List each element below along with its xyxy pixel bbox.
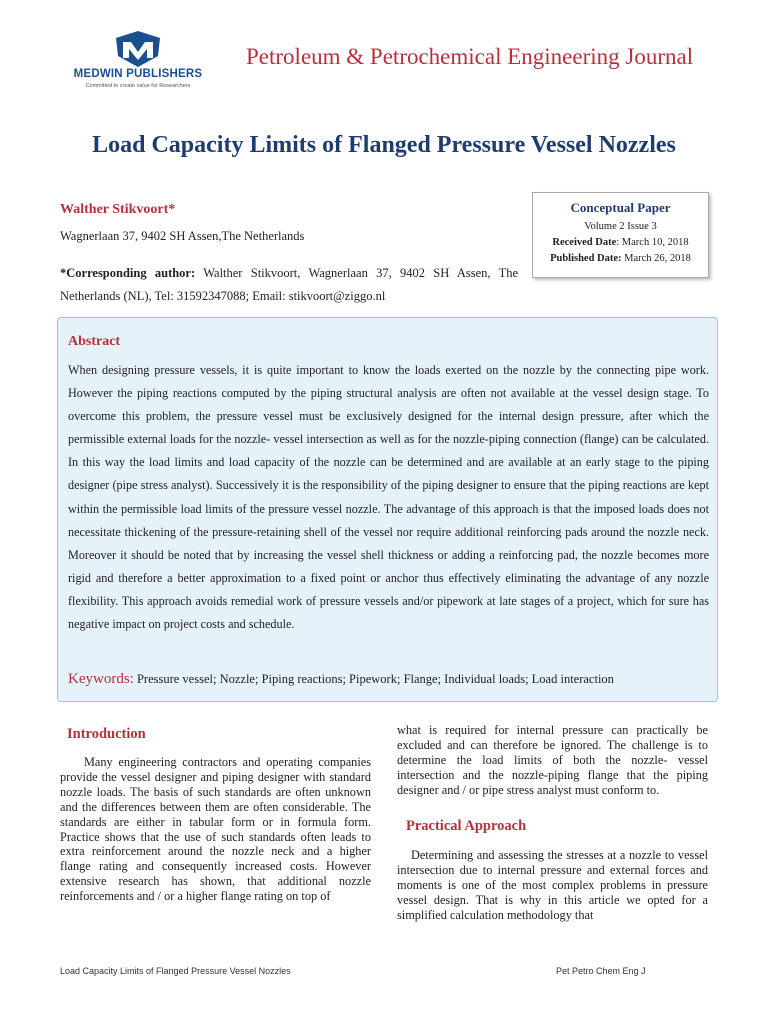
publisher-logo <box>68 30 208 92</box>
keywords <box>68 671 614 688</box>
publisher-name: MEDWIN PUBLISHERS <box>73 68 203 80</box>
footer-journal-abbrev: Pet Petro Chem Eng J <box>556 966 646 976</box>
introduction-text: Many engineering contractors and operating companies provide the vessel designer and piping designer with standard nozzle loads. The basis of such standards are often unknown and the differences between them are often considerable. The standards are either in tabular form or in formula form. Practice shows that the use of such standards often leads to extra reinforcement around the nozzle neck and a higher flange rating and consequently increased costs. However extensive research has shown, that additional nozzle reinforcements and / or a higher flange rating on top of <box>60 755 371 904</box>
corresponding-text: Walther Stikvoort, Wagnerlaan 37, 9402 SH Assen, The Netherlands (NL), Tel: 31592347088; Email: stikvoort@ziggo.nl <box>60 266 518 303</box>
journal-name: Petroleum & Petrochemical Engineering Journal <box>246 44 694 69</box>
corresponding-label: *Corresponding author: <box>60 266 196 280</box>
introduction-heading: Introduction <box>67 726 146 742</box>
right-column-text-2: Determining and assessing the stresses at a nozzle to vessel intersection due to internal pressure and external forces and moments is one of the most complex problems in pressure vessel design. That is why in this article we opted for a simplified calculation methodology that <box>397 848 708 922</box>
article-info-box <box>532 192 709 278</box>
received-date <box>533 237 708 248</box>
article-title: Load Capacity Limits of Flanged Pressure Vessel Nozzles <box>92 132 676 158</box>
published-label: Published Date: <box>550 253 622 264</box>
received-value: : March 10, 2018 <box>616 237 689 248</box>
shield-logo-icon <box>114 30 162 68</box>
publisher-tagline: Committed to create value for Researchers <box>85 83 191 89</box>
published-value: March 26, 2018 <box>624 253 691 264</box>
keywords-label: Keywords: <box>68 671 134 687</box>
corresponding-author <box>60 262 518 308</box>
abstract-box <box>57 317 718 702</box>
keywords-list: Pressure vessel; Nozzle; Piping reactions; Pipework; Flange; Individual loads; Load interaction <box>136 672 614 686</box>
received-label: Received Date <box>552 237 617 248</box>
article-type: Conceptual Paper <box>570 200 671 215</box>
author-name: Walther Stikvoort* <box>60 202 176 217</box>
right-column-text-1: what is required for internal pressure can practically be excluded and can therefore be ignored. The challenge is to determine the load limits of both the nozzle- vessel intersection and the nozzle-piping flange that the piping designer and / or pipe stress analyst must conform to. <box>397 723 708 797</box>
footer-article-title: Load Capacity Limits of Flanged Pressure Vessel Nozzles <box>60 966 291 976</box>
published-date <box>533 253 708 264</box>
abstract-heading: Abstract <box>68 334 121 349</box>
abstract-text: When designing pressure vessels, it is quite important to know the loads exerted on the nozzle by the connecting pipe work. However the piping reactions computed by the piping structural analysis are often not available at the vessel design stage. To overcome this problem, the pressure vessel must be exclusively designed for the internal design pressure, after which the permissible external loads for the nozzle- vessel intersection as well as for the nozzle-piping connection (flange) can be calculated. In this way the load limits and load capacity of the nozzle can be determined and are available at an early stage to the piping designer (pipe stress analyst). Successively it is the responsibility of the piping designer to ensure that the piping reactions are kept within the permissible load limits of the pressure vessel nozzle. The advantage of this approach is that the imposed loads does not necessitate thickening of the pressure-retaining shell of the vessel nor require additional reinforcing pads around the nozzle neck. Moreover it should be noted that by increasing the vessel shell thickness or adding a reinforcing pad, the nozzle becomes more rigid and therefore a better approximation to a fixed point or anchor thus effectively eliminating the advantage of any nozzle flexibility. This approach avoids remedial work of pressure vessels and/or pipework at late stages of a project, which for sure has negative impact on project costs and schedule. <box>68 363 709 632</box>
author-address: Wagnerlaan 37, 9402 SH Assen,The Netherlands <box>60 229 305 243</box>
volume-issue: Volume 2 Issue 3 <box>584 221 657 232</box>
practical-approach-heading: Practical Approach <box>406 818 527 834</box>
